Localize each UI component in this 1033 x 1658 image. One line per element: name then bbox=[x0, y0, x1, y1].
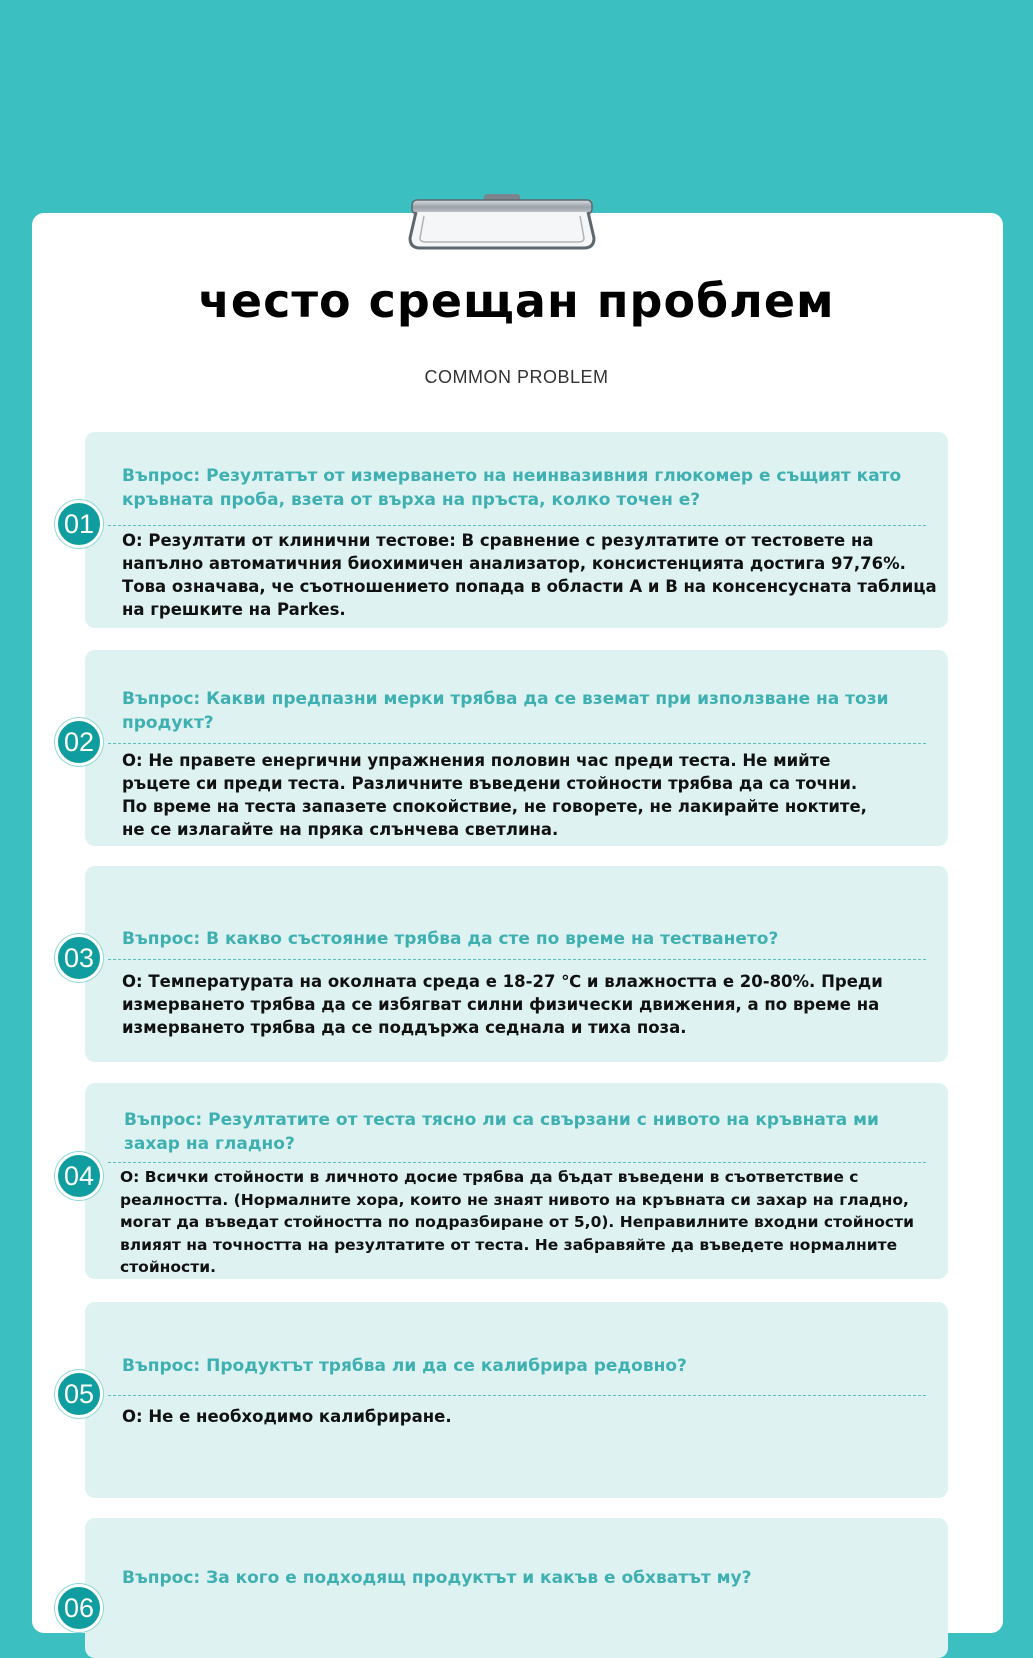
faq-card-5 bbox=[85, 1302, 948, 1498]
faq-number-badge-2: 02 bbox=[55, 718, 103, 766]
page-subtitle: COMMON PROBLEM bbox=[424, 367, 609, 387]
faq-number-badge-5: 05 bbox=[55, 1370, 103, 1418]
faq-question-2: Въпрос: Какви предпазни мерки трябва да се вземат при използване на този продукт? bbox=[122, 689, 889, 733]
faq-answer-1: О: Резултати от клинични тестове: В сравнение с резултатите от тестовете на напълно автоматичния биохимичен анализатор, консистенцията достига 97,76%. Това означава, че съотношението попада в области A и B на консенсусната таблица на грешките на Parkes. bbox=[122, 531, 937, 619]
faq-divider-2 bbox=[108, 743, 926, 744]
faq-divider-4 bbox=[108, 1162, 926, 1163]
faq-number-badge-4: 04 bbox=[55, 1152, 103, 1200]
faq-question-4: Въпрос: Резултатите от теста тясно ли са свързани с нивото на кръвната ми захар на гладно? bbox=[124, 1110, 879, 1154]
faq-question-6: Въпрос: За кого е подходящ продуктът и какъв е обхватът му? bbox=[122, 1568, 752, 1588]
faq-number-badge-6: 06 bbox=[55, 1584, 103, 1632]
clipboard-clip-icon bbox=[406, 194, 598, 252]
faq-question-5: Въпрос: Продуктът трябва ли да се калибрира редовно? bbox=[122, 1356, 687, 1376]
faq-divider-1 bbox=[108, 525, 926, 526]
faq-divider-3 bbox=[108, 959, 926, 960]
faq-answer-3: О: Температурата на околната среда е 18-27 ℃ и влажността е 20-80%. Преди измерването трябва да се избягват силни физически движения, а по време на измерването трябва да се поддържа седнала и тиха поза. bbox=[122, 972, 883, 1037]
page-title: често срещан проблем bbox=[198, 274, 835, 328]
faq-number-badge-3: 03 bbox=[55, 934, 103, 982]
faq-answer-2: О: Не правете енергични упражнения половин час преди теста. Не мийте ръцете си преди теста. Различните въведени стойности трябва да са точни. По време на теста запазете спокойствие, не говорете, не лакирайте ноктите, не се излагайте на пряка слънчева светлина. bbox=[122, 751, 867, 839]
faq-number-badge-1: 01 bbox=[55, 500, 103, 548]
faq-question-3: Въпрос: В какво състояние трябва да сте по време на тестването? bbox=[122, 929, 779, 949]
faq-question-1: Въпрос: Резултатът от измерването на неинвазивния глюкомер е същият като кръвната проба, взета от върха на пръста, колко точен е? bbox=[122, 466, 902, 510]
faq-divider-5 bbox=[108, 1395, 926, 1396]
faq-answer-4: О: Всички стойности в личното досие трябва да бъдат въведени в съответствие с реалността. (Нормалните хора, които не знаят нивото на кръвната си захар на гладно, могат да въведат стойността по подразбиране от 5,0). Неправилните входни стойности влияят на точността на резултатите от теста. Не забравяйте да въведете нормалните стойности. bbox=[120, 1168, 914, 1276]
faq-answer-5: О: Не е необходимо калибриране. bbox=[122, 1407, 452, 1426]
